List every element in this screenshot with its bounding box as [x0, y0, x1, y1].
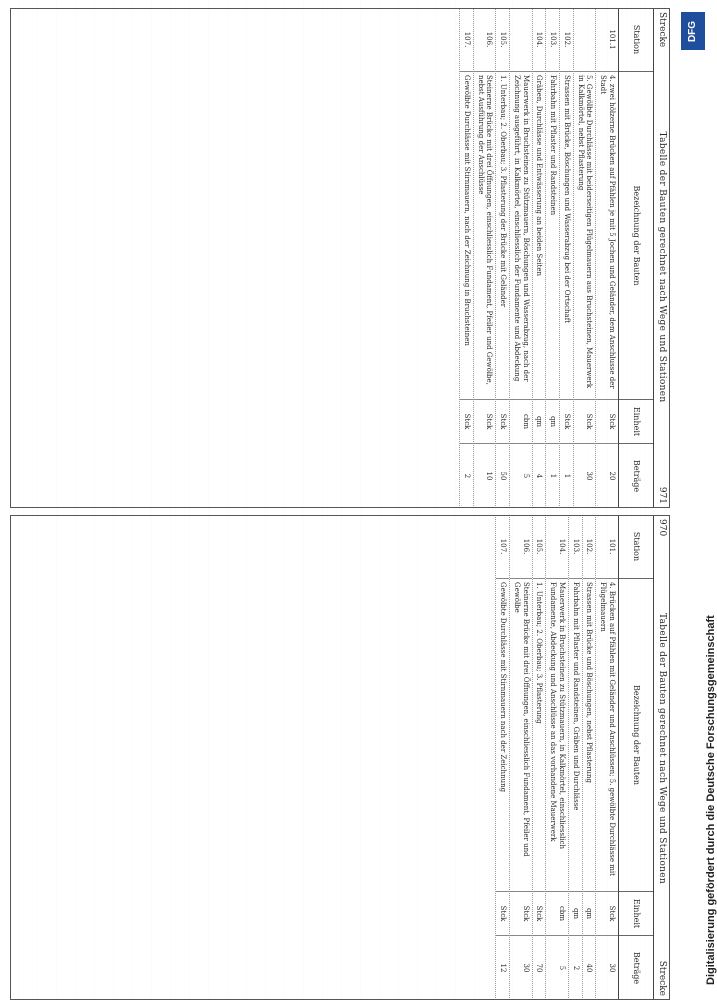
table-row: 101. 4. Brücken auf Pfählen mit Geländer und Anschlüssen; 5. gewölbte Durchlässe mit Flügelmauern Stck 30: [596, 515, 619, 1000]
col-unit: Einheit: [619, 892, 653, 936]
col-description: Bezeichnung der Bauten: [619, 579, 653, 892]
table-row: 107. Gewölbte Durchlässe mit Stirnmauern, nach der Zeichnung in Bruchsteinen Stck 2: [459, 8, 473, 508]
table-row: 103. Fahrbahn mit Pflaster und Randsteinen, Gräben und Durchlässe qm 2: [568, 515, 582, 1000]
right-page: [10, 8, 670, 508]
table-row: 5. Gewölbte Durchlässe mit beiderseitigen Flügelmauern aus Bruchsteinen, Mauerwerk in Kalkmörtel, nebst Pflasterung Stck 30: [573, 8, 596, 508]
col-station: Station: [619, 515, 653, 579]
col-unit: Einheit: [619, 400, 653, 444]
header-title: Tabelle der Bauten gerechnet nach Wege und Stationen: [657, 131, 667, 403]
table-row: 106. Steinerne Brücke mit drei Öffnungen, einschliesslich Fundament, Pfeiler und Gewölbe, nebst Ausführung der Anschlüsse Stck 10: [473, 8, 496, 508]
left-page: [10, 515, 670, 1000]
table-row: 102. Strassen mit Brücke und Böschungen, nebst Pflasterung qm 40: [582, 515, 596, 1000]
dfg-logo: DFG: [681, 12, 705, 50]
table-row: 102. Strassen mit Brücke, Böschungen und Wasserabzug bei der Ortschaft Stck 1: [559, 8, 573, 508]
header-left: Strecke: [657, 960, 667, 996]
table-row: 104. Gräben, Durchlässe und Entwässerung an beiden Seiten qm 4: [532, 8, 546, 508]
table-row: 103. Fahrbahn mit Pflaster und Randsteinen qm 1: [546, 8, 560, 508]
col-description: Bezeichnung der Bauten: [619, 72, 653, 400]
table-row: Mauerwerk in Bruchsteinen zu Stützmauern, Böschungen und Wasserabzug, nach der Zeichnung ausgeführt, in Kalkmörtel, einschliesslich der Fundamente und Abdeckung cbm 5: [509, 8, 532, 508]
header-title: Tabelle der Bauten gerechnet nach Wege und Stationen: [657, 613, 667, 884]
table-row: 107. Gewölbte Durchlässe mit Stirnmauern nach der Zeichnung Stck 12: [496, 515, 510, 1000]
col-amount: Beträge: [632, 951, 642, 985]
col-station: Station: [619, 8, 653, 72]
page-number: 970: [657, 519, 667, 537]
dfg-notice: Digitalisierung gefördert durch die Deutsche Forschungsgemeinschaft: [705, 615, 717, 985]
table-row: 105. 1. Unterbau; 2. Oberbau; 3. Pflasterung Stck 70: [532, 515, 546, 1000]
page-number: 971: [657, 486, 667, 504]
header-left: Strecke: [657, 12, 667, 48]
right-page-content: [10, 8, 670, 508]
table-row: 104. Mauerwerk in Bruchsteinen zu Stützmauern, in Kalkmörtel, einschliesslich Fundamente, Abdeckung und Anschlüsse an das vorhandene Mauerwerk cbm 5: [546, 515, 569, 1000]
dfg-sidebar: [677, 0, 717, 1000]
table-row: 105. 1. Unterbau; 2. Oberbau; 3. Pflasterung der Brücke mit Geländer Stck 50: [496, 8, 510, 508]
table-row: 101.1 4. zwei hölzerne Brücken auf Pfählen je mit 5 Jochen und Geländer, dem Anschlusse der Stadt Stck 20: [596, 8, 619, 508]
table-row: 106. Steinerne Brücke mit drei Öffnungen, einschliesslich Fundament, Pfeiler und Gewölbe Stck 30: [509, 515, 532, 1000]
col-amount: Beträge: [632, 459, 642, 493]
left-page-content: [10, 515, 670, 1000]
